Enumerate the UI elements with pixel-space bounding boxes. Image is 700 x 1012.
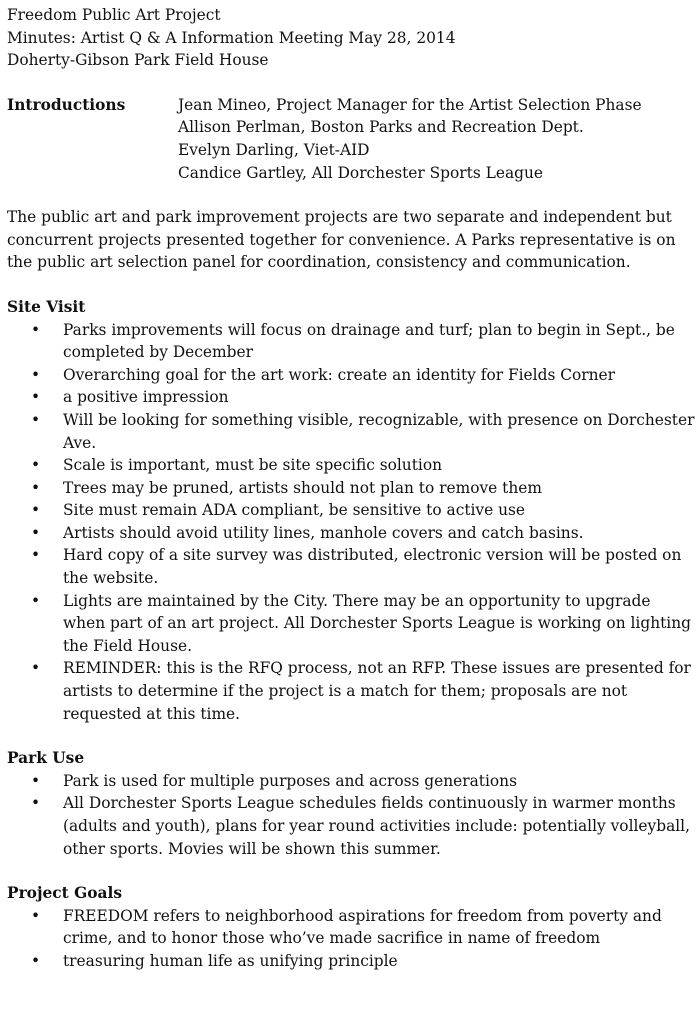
list-item	[7, 590, 697, 658]
introductions-list	[178, 94, 697, 184]
list-item	[7, 319, 697, 364]
project-title: Freedom Public Art Project	[7, 6, 221, 24]
bullet-list	[7, 319, 697, 726]
list-item	[7, 770, 697, 793]
list-item	[7, 409, 697, 454]
list-item-text: Hard copy of a site survey was distributed, electronic version will be posted on the website.	[63, 546, 682, 588]
bullet-icon: •	[31, 388, 41, 407]
document-header	[7, 4, 697, 72]
list-item-text: All Dorchester Sports League schedules fields continuously in warmer months (adults and youth), plans for year round activities include: potentially volleyball, other sports. Movies will be shown this summer.	[63, 794, 690, 858]
bullet-icon: •	[31, 591, 41, 610]
bullet-icon: •	[31, 410, 41, 429]
list-item	[7, 950, 697, 973]
list-item	[7, 792, 697, 860]
list-item-text: treasuring human life as unifying principle	[63, 951, 398, 970]
bullet-icon: •	[31, 478, 41, 497]
section-heading: Project Goals	[7, 884, 123, 903]
section-park-use	[7, 747, 697, 860]
bullet-icon: •	[31, 659, 41, 678]
bullet-icon: •	[31, 771, 41, 790]
list-item-text: REMINDER: this is the RFQ process, not an RFP. These issues are presented for artists to determine if the project is a match for them; proposals are not requested at this time.	[63, 659, 691, 723]
intro-paragraph: The public art and park improvement projects are two separate and independent but concurrent projects presented together for convenience. A Parks representative is on the public art selection panel for coordination, consistency and communication.	[7, 208, 676, 272]
meeting-location: Doherty-Gibson Park Field House	[7, 51, 269, 70]
bullet-list	[7, 770, 697, 860]
list-item-text: Site must remain ADA compliant, be sensitive to active use	[63, 501, 526, 520]
list-item	[7, 905, 697, 950]
list-item	[7, 499, 697, 522]
list-item-text: Scale is important, must be site specific solution	[63, 456, 443, 475]
list-item-text: Parks improvements will focus on drainage and turf; plan to begin in Sept., be completed by December	[63, 320, 675, 362]
list-item-text: Will be looking for something visible, recognizable, with presence on Dorchester Ave.	[63, 410, 695, 452]
meeting-title: Minutes: Artist Q & A Information Meeting May 28, 2014	[7, 28, 456, 47]
list-item-text: a positive impression	[63, 388, 229, 407]
bullet-icon: •	[31, 320, 41, 339]
list-item	[7, 477, 697, 500]
section-project-goals	[7, 882, 697, 972]
bullet-icon: •	[31, 951, 41, 970]
bullet-icon: •	[31, 523, 41, 542]
list-item	[7, 364, 697, 387]
section-heading: Site Visit	[7, 297, 86, 316]
list-item	[7, 386, 697, 409]
attendee: Allison Perlman, Boston Parks and Recreation Dept.	[178, 118, 584, 137]
bullet-icon: •	[31, 456, 41, 475]
bullet-icon: •	[31, 501, 41, 520]
attendee: Candice Gartley, All Dorchester Sports League	[178, 163, 544, 182]
bullet-icon: •	[31, 546, 41, 565]
list-item	[7, 522, 697, 545]
bullet-icon: •	[31, 906, 41, 925]
list-item	[7, 544, 697, 589]
attendee: Evelyn Darling, Viet-AID	[178, 140, 370, 159]
list-item-text: Lights are maintained by the City. There may be an opportunity to upgrade when part of an art project. All Dorchester Sports League is working on lighting the Field House.	[63, 591, 691, 655]
bullet-icon: •	[31, 365, 41, 384]
list-item-text: Park is used for multiple purposes and across generations	[63, 771, 517, 790]
list-item-text: Artists should avoid utility lines, manhole covers and catch basins.	[63, 523, 584, 542]
bullet-list	[7, 905, 697, 973]
list-item-text: FREEDOM refers to neighborhood aspirations for freedom from poverty and crime, and to honor those who’ve made sacrifice in name of freedom	[63, 906, 662, 948]
introductions-label: Introductions	[7, 95, 126, 114]
list-item	[7, 657, 697, 725]
list-item-text: Overarching goal for the art work: create an identity for Fields Corner	[63, 365, 616, 384]
list-item	[7, 454, 697, 477]
section-site-visit	[7, 296, 697, 725]
bullet-icon: •	[31, 794, 41, 813]
section-heading: Park Use	[7, 749, 85, 768]
attendee: Jean Mineo, Project Manager for the Artist Selection Phase	[178, 95, 642, 114]
introductions-block	[7, 94, 697, 184]
document-page	[7, 4, 697, 973]
list-item-text: Trees may be pruned, artists should not plan to remove them	[63, 478, 542, 497]
